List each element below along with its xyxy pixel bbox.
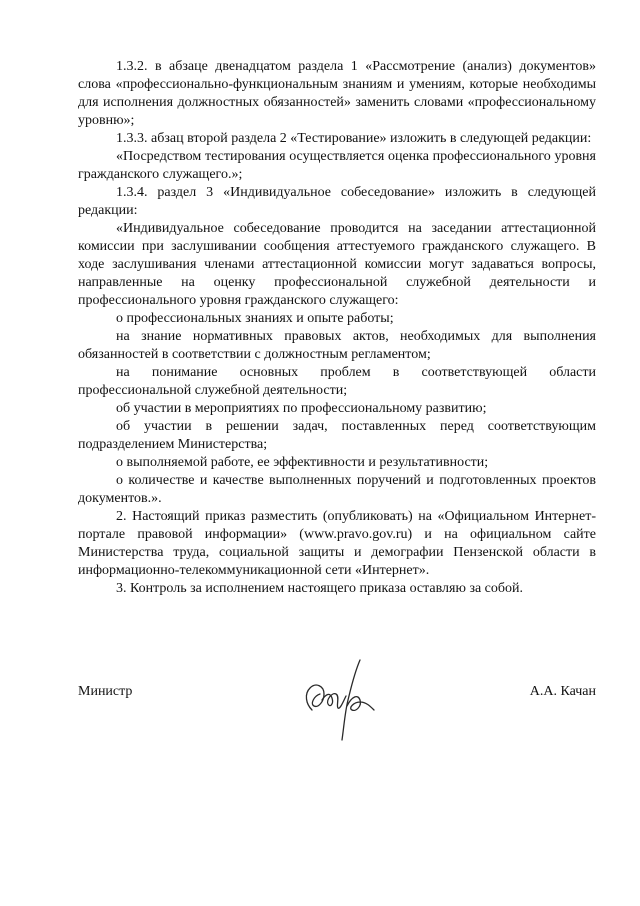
list-item-knowledge: о профессиональных знаниях и опыте работы; bbox=[116, 311, 394, 326]
paragraph-interview-text: «Индивидуальное собеседование проводится на заседании аттестационной комиссии при заслушивании сообщения аттестуемого гражданского служащего. В ходе заслушивания членами аттестационной комиссии могут задаваться вопросы, направленные на оценку профессиональной служебной деятельности и профессионального уровня гражданского служащего: bbox=[78, 221, 596, 308]
list-item-assignments: о количестве и качестве выполненных поручений и подготовленных проектов документов.». bbox=[78, 473, 596, 506]
list-item-problems: на понимание основных проблем в соответствующей области профессиональной служебной деятельности; bbox=[78, 365, 596, 398]
paragraph-1-3-3: 1.3.3. абзац второй раздела 2 «Тестирование» изложить в следующей редакции: bbox=[116, 131, 592, 146]
position-title: Министр bbox=[78, 684, 133, 699]
paragraph-1-3-2: 1.3.2. в абзаце двенадцатом раздела 1 «Рассмотрение (анализ) документов» слова «профессионально-функциональным знаниям и умениям, которые необходимы для исполнения должностных обязанностей» заменить словами «профессиональному уровню»; bbox=[78, 59, 596, 128]
handwritten-signature bbox=[290, 648, 390, 748]
list-item-work-efficiency: о выполняемой работе, ее эффективности и результативности; bbox=[116, 455, 489, 470]
paragraph-2-publication: 2. Настоящий приказ разместить (опубликовать) на «Официальном Интернет-портале правовой информации» (www.pravo.gov.ru) и на официальном сайте Министерства труда, социальной защиты и демографии Пензенской области в информационно-телекоммуникационной сети «Интернет». bbox=[78, 509, 596, 578]
paragraph-testing-text: «Посредством тестирования осуществляется оценка профессионального уровня гражданского служащего.»; bbox=[78, 149, 596, 182]
paragraph-1-3-4: 1.3.4. раздел 3 «Индивидуальное собеседование» изложить в следующей редакции: bbox=[78, 185, 596, 218]
document-body bbox=[78, 58, 596, 598]
list-item-legal-acts: на знание нормативных правовых актов, необходимых для выполнения обязанностей в соответствии с должностным регламентом; bbox=[78, 329, 596, 362]
paragraph-3-control: 3. Контроль за исполнением настоящего приказа оставляю за собой. bbox=[116, 581, 524, 596]
list-item-development: об участии в мероприятиях по профессиональному развитию; bbox=[116, 401, 487, 416]
signatory-name: А.А. Качан bbox=[529, 684, 596, 699]
list-item-tasks: об участии в решении задач, поставленных перед соответствующим подразделением Министерства; bbox=[78, 419, 596, 452]
